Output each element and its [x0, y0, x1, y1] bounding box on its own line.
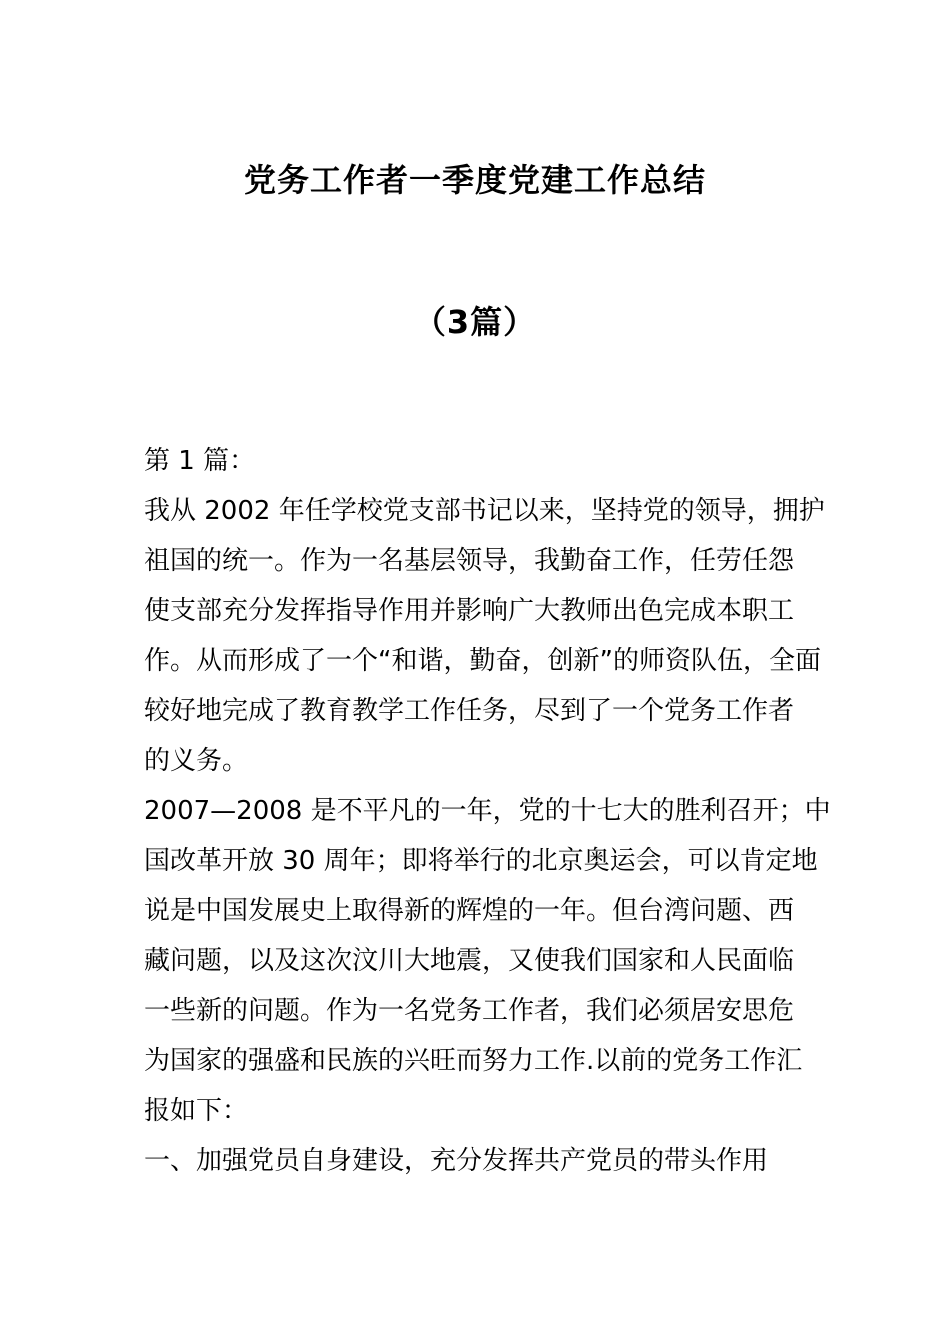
section-heading: 一、加强党员自身建设，充分发挥共产党员的带头作用	[144, 1146, 769, 1176]
body-line: 使支部充分发挥指导作用并影响广大教师出色完成本职工	[144, 596, 795, 626]
body-line: 2007—2008 是不平凡的一年，党的十七大的胜利召开；中	[144, 796, 831, 826]
body-line: 我从 2002 年任学校党支部书记以来，坚持党的领导，拥护	[144, 496, 825, 526]
body-line: 藏问题，以及这次汶川大地震，又使我们国家和人民面临	[144, 946, 795, 976]
body-line: 的义务。	[144, 746, 249, 776]
body-line: 作。从而形成了一个“和谐，勤奋，创新”的师资队伍，全面	[144, 646, 821, 676]
section-label: 第 1 篇：	[144, 446, 256, 476]
body-line: 一些新的问题。作为一名党务工作者，我们必须居安思危	[144, 996, 795, 1026]
body-line: 国改革开放 30 周年；即将举行的北京奥运会，可以肯定地	[144, 846, 818, 876]
body-line: 说是中国发展史上取得新的辉煌的一年。但台湾问题、西	[144, 896, 795, 926]
body-line: 为国家的强盛和民族的兴旺而努力工作.以前的党务工作汇	[144, 1046, 803, 1076]
document-subtitle: （3篇）	[413, 303, 537, 341]
document-title: 党务工作者一季度党建工作总结	[243, 161, 706, 199]
document-body	[144, 436, 831, 1186]
body-line: 报如下：	[144, 1096, 249, 1126]
body-line: 较好地完成了教育教学工作任务，尽到了一个党务工作者	[144, 696, 795, 726]
body-line: 祖国的统一。作为一名基层领导，我勤奋工作，任劳任怨	[144, 546, 795, 576]
